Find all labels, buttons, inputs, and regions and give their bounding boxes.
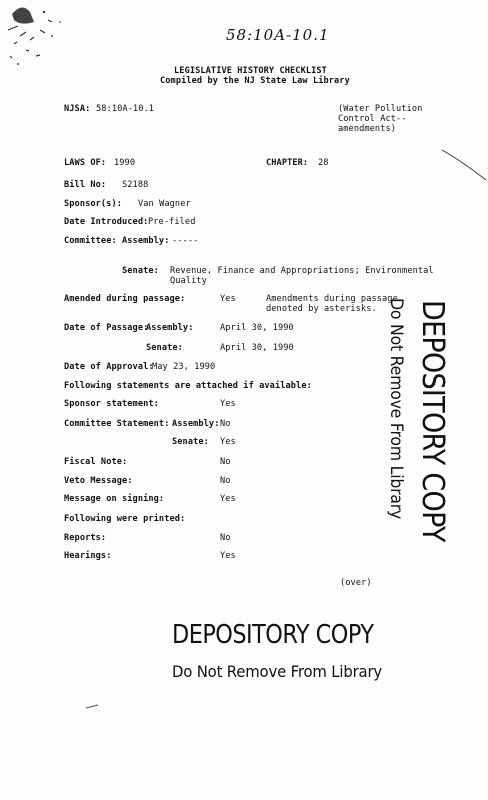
date-approval-value: May 23, 1990 xyxy=(152,362,216,372)
checklist-title: LEGISLATIVE HISTORY CHECKLIST xyxy=(174,66,327,76)
sponsor-statement-label: Sponsor statement: xyxy=(64,399,159,409)
hearings-value: Yes xyxy=(220,551,236,561)
laws-of-value: 1990 xyxy=(114,158,136,168)
date-passage-label: Date of Passage: xyxy=(64,323,149,333)
amended-note-line-1: Amendments during passage xyxy=(266,294,398,304)
amended-value: Yes xyxy=(220,294,236,304)
printed-heading: Following were printed: xyxy=(64,514,186,524)
reports-label: Reports: xyxy=(64,533,107,543)
njsa-label: NJSA: xyxy=(64,104,91,114)
committee-label: Committee: xyxy=(64,236,117,246)
reports-value: No xyxy=(220,533,231,543)
cs-senate-label: Senate: xyxy=(172,437,209,447)
veto-value: No xyxy=(220,476,231,486)
hearings-label: Hearings: xyxy=(64,551,112,561)
amended-label: Amended during passage: xyxy=(64,294,186,304)
cs-assembly-value: No xyxy=(220,419,231,429)
depository-stamp-vertical xyxy=(415,300,450,569)
date-approval-label: Date of Approval: xyxy=(64,362,154,372)
statements-heading: Following statements are attached if available: xyxy=(64,381,312,391)
sponsor-statement-value: Yes xyxy=(220,399,236,409)
cs-assembly-label: Assembly: xyxy=(172,419,220,429)
chapter-value: 28 xyxy=(318,158,329,168)
depository-stamp-vertical-sub xyxy=(386,298,406,536)
committee-assembly-label: Assembly: xyxy=(122,236,170,246)
passage-assembly-label: Assembly: xyxy=(146,323,194,333)
subject-line-1: (Water Pollution xyxy=(338,104,423,114)
fiscal-note-label: Fiscal Note: xyxy=(64,457,128,467)
passage-assembly-value: April 30, 1990 xyxy=(220,323,294,333)
committee-statement-label: Committee Statement: xyxy=(64,419,170,429)
vertical-stamp-main: DEPOSITORY COPY xyxy=(415,300,450,542)
bill-no-label: Bill No: xyxy=(64,180,107,190)
over-note: (over) xyxy=(340,578,372,588)
handwritten-reference: 58:10A-10.1 xyxy=(226,26,330,44)
committee-senate-line-2: Quality xyxy=(170,276,207,286)
committee-senate-line-1: Revenue, Finance and Appropriations; Environmental xyxy=(170,266,434,276)
signing-value: Yes xyxy=(220,494,236,504)
signing-label: Message on signing: xyxy=(64,494,165,504)
checklist-subtitle: Compiled by the NJ State Law Library xyxy=(160,76,350,86)
depository-stamp-main: DEPOSITORY COPY xyxy=(172,620,374,650)
sponsor-value: Van Wagner xyxy=(138,199,191,209)
njsa-value: 58:10A-10.1 xyxy=(96,104,155,114)
cs-senate-value: Yes xyxy=(220,437,236,447)
subject-line-2: Control Act-- xyxy=(338,114,407,124)
veto-label: Veto Message: xyxy=(64,476,133,486)
depository-stamp-sub: Do Not Remove From Library xyxy=(172,662,383,681)
chapter-label: CHAPTER: xyxy=(266,158,309,168)
bill-no-value: S2188 xyxy=(122,180,149,190)
passage-senate-label: Senate: xyxy=(146,343,183,353)
committee-assembly-value: ----- xyxy=(172,236,199,246)
subject-line-3: amendments) xyxy=(338,124,397,134)
fiscal-note-value: No xyxy=(220,457,231,467)
laws-of-label: LAWS OF: xyxy=(64,158,107,168)
date-introduced-label: Date Introduced: xyxy=(64,217,149,227)
amended-note-line-2: denoted by asterisks. xyxy=(266,304,377,314)
committee-senate-label: Senate: xyxy=(122,266,159,276)
scan-mark-bottom xyxy=(84,700,104,712)
passage-senate-value: April 30, 1990 xyxy=(220,343,294,353)
scan-smudge-top-left xyxy=(0,0,80,80)
vertical-stamp-sub: Do Not Remove From Library xyxy=(386,298,406,520)
sponsor-label: Sponsor(s): xyxy=(64,199,123,209)
date-introduced-value: Pre-filed xyxy=(148,217,196,227)
scan-stroke-right xyxy=(440,148,488,188)
